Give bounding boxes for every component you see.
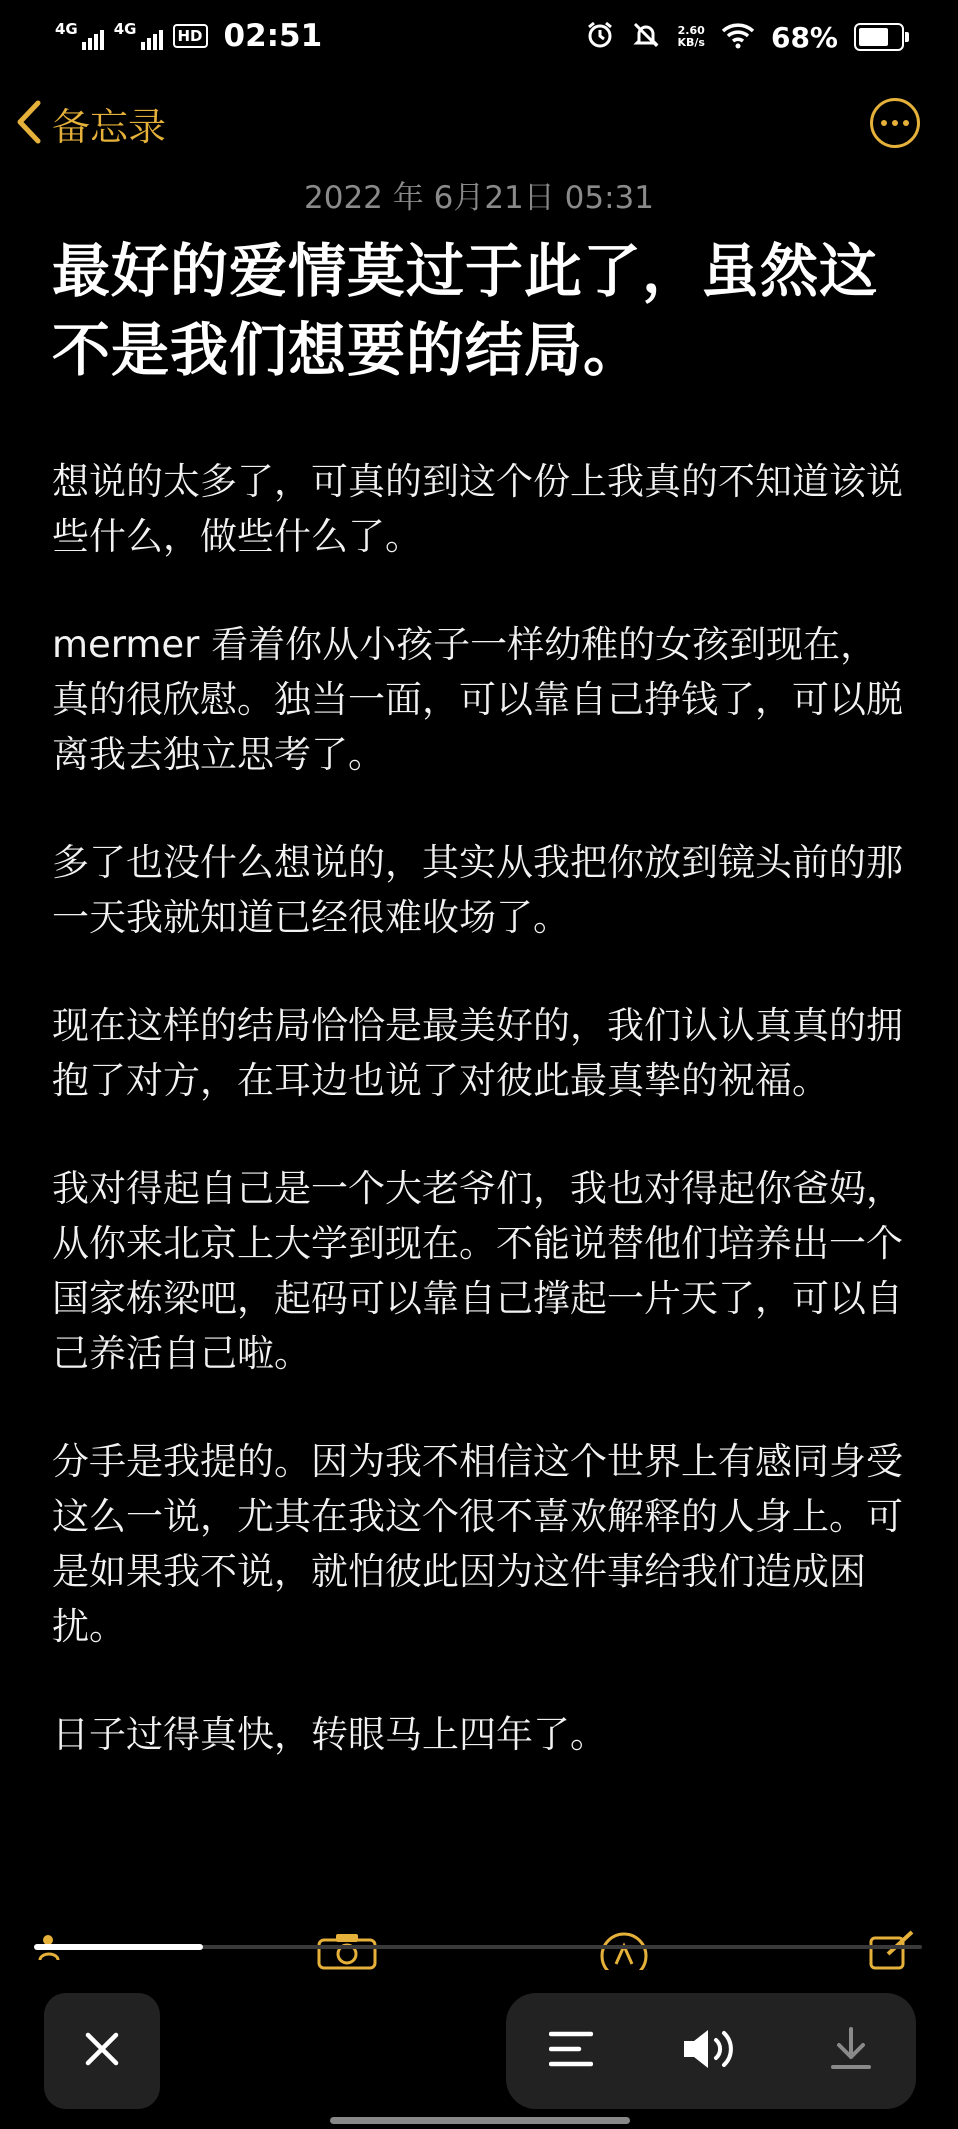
signal-2-label: 4G <box>113 20 137 38</box>
signal-1-label: 4G <box>55 20 78 38</box>
signal-1-icon <box>55 22 104 50</box>
markup-icon[interactable] <box>596 1930 652 1974</box>
battery-icon <box>854 23 904 51</box>
battery-percent: 68% <box>770 20 838 54</box>
reader-controls <box>506 1993 916 2109</box>
status-bar <box>0 0 958 78</box>
signal-2-icon <box>114 22 163 50</box>
note-paragraph: 想说的太多了，可真的到这个份上我真的不知道该说些什么，做些什么了。 <box>52 460 903 558</box>
back-label: 备忘录 <box>52 105 167 149</box>
close-reader-button[interactable] <box>44 1993 160 2109</box>
compose-icon[interactable] <box>868 1930 918 1974</box>
note-paragraph: 多了也没什么想说的，其实从我把你放到镜头前的那一天我就知道已经很难收场了。 <box>52 841 903 939</box>
camera-icon[interactable] <box>316 1930 378 1974</box>
note-paragraph: 我对得起自己是一个大老爷们，我也对得起你爸妈，从你来北京上大学到现在。不能说替他们培养出一个国家栋梁吧，起码可以靠自己撑起一片天了，可以自己养活自己啦。 <box>52 1167 903 1375</box>
status-time: 02:51 <box>223 18 323 54</box>
mute-bell-icon <box>631 20 661 54</box>
note-paragraph: mermer 看着你从小孩子一样幼稚的女孩到现在，真的很欣慰。独当一面，可以靠自己挣钱了，可以脱离我去独立思考了。 <box>52 623 903 776</box>
reading-progress-bar[interactable] <box>34 1944 922 1950</box>
note-body <box>52 454 912 1815</box>
note-paragraph: 日子过得真快，转眼马上四年了。 <box>52 1713 607 1756</box>
alarm-icon <box>585 20 615 54</box>
home-indicator[interactable] <box>330 2117 630 2124</box>
chevron-left-icon <box>14 99 44 149</box>
download-icon[interactable] <box>829 2027 873 2075</box>
speaker-icon[interactable] <box>680 2026 742 2076</box>
wifi-icon <box>721 21 755 53</box>
note-paragraph: 现在这样的结局恰恰是最美好的，我们认认真真的拥抱了对方，在耳边也说了对彼此最真挚的祝福。 <box>52 1004 903 1102</box>
speed-unit: KB/s <box>677 36 705 49</box>
menu-list-icon[interactable] <box>549 2030 593 2072</box>
network-speed <box>677 25 704 49</box>
progress-fill <box>34 1944 203 1950</box>
note-paragraph: 分手是我提的。因为我不相信这个世界上有感同身受这么一说，尤其在我这个很不喜欢解释的人身上。可是如果我不说，就怕彼此因为这件事给我们造成困扰。 <box>52 1440 903 1648</box>
note-date: 2022 年 6月21日 05:31 <box>304 180 654 216</box>
speed-value: 2.60 <box>677 24 705 37</box>
checklist-icon[interactable] <box>36 1930 64 1974</box>
hd-voice-icon: HD <box>173 24 208 48</box>
more-options-icon[interactable] <box>870 98 920 148</box>
note-title: 最好的爱情莫过于此了，虽然这不是我们想要的结局。 <box>52 237 879 384</box>
back-button[interactable] <box>14 96 166 151</box>
close-icon <box>82 2029 122 2073</box>
